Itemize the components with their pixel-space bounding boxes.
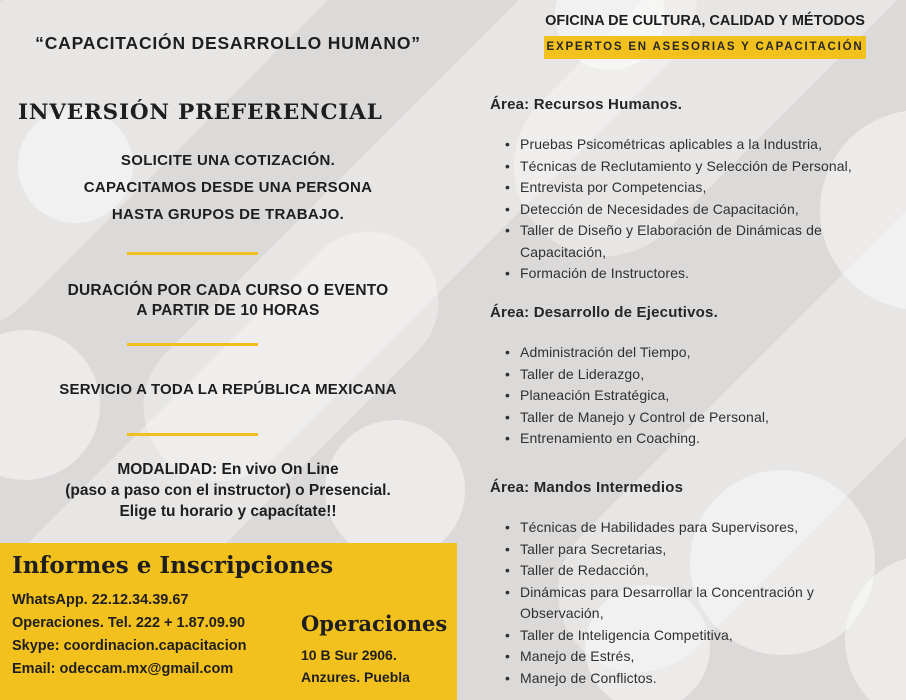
duration-line: A PARTIR DE 10 HORAS — [136, 302, 320, 319]
course-item: • Entrenamiento en Coaching. — [490, 428, 898, 450]
course-item: • Entrevista por Competencias, — [490, 177, 898, 199]
area-heading: Área: Recursos Humanos. — [490, 96, 683, 113]
company-title: “CAPACITACIÓN DESARROLLO HUMANO” — [35, 33, 421, 53]
course-item: • Taller para Secretarias, — [490, 539, 898, 561]
yellow-divider — [127, 343, 258, 346]
course-item: • Manejo de Estrés, — [490, 646, 898, 668]
contact-line: Email: odeccam.mx@gmail.com — [12, 661, 234, 677]
course-list — [490, 517, 898, 689]
section-mandos-intermedios — [490, 479, 898, 689]
course-item: • Manejo de Conflictos. — [490, 668, 898, 690]
investment-heading: INVERSIÓN PREFERENCIAL — [18, 100, 383, 125]
operations-heading: Operaciones — [301, 611, 448, 636]
office-title: OFICINA DE CULTURA, CALIDAD Y MÉTODOS — [545, 13, 865, 29]
quote-line: SOLICITE UNA COTIZACIÓN. — [120, 152, 336, 169]
contact-line: Skype: coordinacion.capacitacion — [12, 638, 247, 654]
service-line: SERVICIO A TODA LA REPÚBLICA MEXICANA — [59, 381, 397, 398]
course-item: • Detección de Necesidades de Capacitación, — [490, 199, 898, 221]
modality-line: MODALIDAD: En vivo On Line — [117, 461, 339, 478]
modality-block — [0, 459, 456, 522]
contact-box — [0, 543, 457, 700]
course-item: • Taller de Redacción, — [490, 560, 898, 582]
quote-line: HASTA GRUPOS DE TRABAJO. — [111, 206, 345, 223]
course-list — [490, 342, 898, 450]
contact-line: WhatsApp. 22.12.34.39.67 — [12, 592, 189, 608]
right-column — [488, 0, 900, 700]
modality-line: Elige tu horario y capacítate!! — [119, 503, 337, 520]
course-item: • Taller de Diseño y Elaboración de Dinámicas de Capacitación, — [490, 220, 898, 263]
yellow-divider — [127, 252, 258, 255]
contact-line: Operaciones. Tel. 222 + 1.87.09.90 — [12, 615, 246, 631]
course-list — [490, 134, 898, 285]
duration-block — [0, 281, 456, 321]
course-item: • Administración del Tiempo, — [490, 342, 898, 364]
duration-line: DURACIÓN POR CADA CURSO O EVENTO — [67, 282, 389, 299]
operations-address — [301, 644, 447, 688]
operations-block — [301, 611, 447, 688]
section-desarrollo-ejecutivos — [490, 304, 898, 450]
course-item: • Dinámicas para Desarrollar la Concentración y Observación, — [490, 582, 898, 625]
course-item: • Taller de Inteligencia Competitiva, — [490, 625, 898, 647]
course-item: • Pruebas Psicométricas aplicables a la Industria, — [490, 134, 898, 156]
area-heading: Área: Desarrollo de Ejecutivos. — [490, 304, 718, 321]
address-line: 10 B Sur 2906. — [301, 647, 397, 663]
course-item: • Taller de Liderazgo, — [490, 364, 898, 386]
yellow-divider — [127, 433, 258, 436]
course-item: • Técnicas de Reclutamiento y Selección de Personal, — [490, 156, 898, 178]
course-item: • Planeación Estratégica, — [490, 385, 898, 407]
course-item: • Taller de Manejo y Control de Personal, — [490, 407, 898, 429]
quote-line: CAPACITAMOS DESDE UNA PERSONA — [83, 179, 373, 196]
area-heading: Área: Mandos Intermedios — [490, 479, 684, 496]
address-line: Anzures. Puebla — [301, 669, 410, 685]
contact-lines — [12, 589, 247, 681]
modality-line: (paso a paso con el instructor) o Presencial. — [65, 482, 391, 499]
experts-badge: EXPERTOS EN ASESORIAS Y CAPACITACIÓN — [544, 36, 866, 59]
contact-heading: Informes e Inscripciones — [12, 552, 334, 579]
course-item: • Formación de Instructores. — [490, 263, 898, 285]
section-recursos-humanos — [490, 96, 898, 285]
quote-block — [0, 147, 456, 228]
course-item: • Técnicas de Habilidades para Supervisores, — [490, 517, 898, 539]
